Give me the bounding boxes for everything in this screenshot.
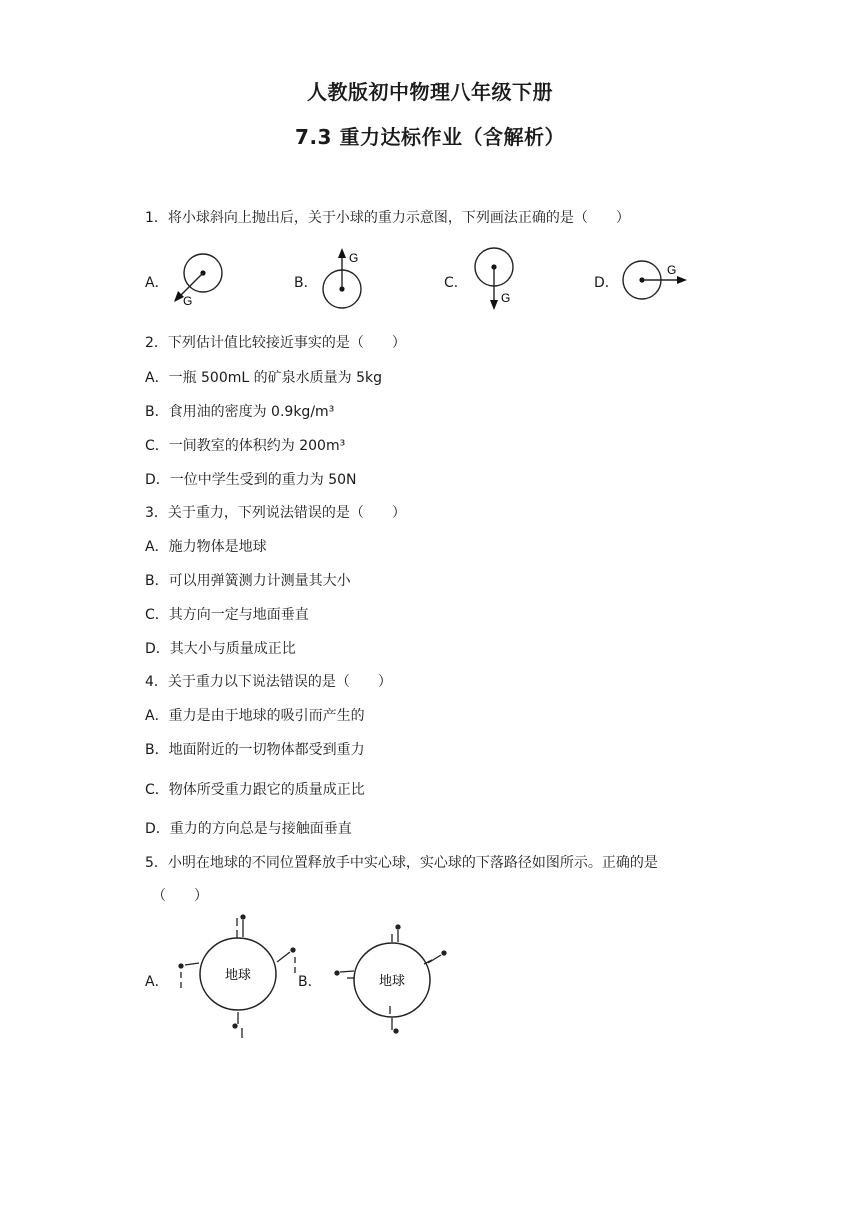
q2-option-d: D．一位中学生受到的重力为 50N	[145, 472, 357, 488]
q5-option-b-label: B．	[298, 974, 322, 990]
q4-option-b: B．地面附近的一切物体都受到重力	[145, 742, 365, 758]
q3-option-a: A．施力物体是地球	[145, 539, 267, 555]
question-3-stem: 3．关于重力，下列说法错误的是（ ）	[145, 505, 406, 521]
q1-c-arrow-label: G	[501, 291, 511, 305]
document-subtitle: 7.3 重力达标作业（含解析）	[295, 125, 565, 149]
q1-a-arrow-label: G	[183, 294, 193, 308]
question-1-stem: 1．将小球斜向上抛出后，关于小球的重力示意图，下列画法正确的是（ ）	[145, 210, 630, 226]
question-4-stem: 4．关于重力以下说法错误的是（ ）	[145, 674, 392, 690]
q2-option-a: A．一瓶 500mL 的矿泉水质量为 5kg	[145, 370, 382, 386]
q4-option-d: D．重力的方向总是与接触面垂直	[145, 821, 352, 837]
question-5-stem: 5．小明在地球的不同位置释放手中实心球，实心球的下落路径如图所示。正确的是	[145, 855, 658, 871]
q3-option-c: C．其方向一定与地面垂直	[145, 607, 309, 623]
q5-a-earth-label: 地球	[224, 967, 252, 982]
question-5-stem-continued: （ ）	[152, 888, 208, 904]
q1-b-arrow-label: G	[349, 251, 359, 265]
q3-option-d: D．其大小与质量成正比	[145, 641, 296, 657]
q4-option-a: A．重力是由于地球的吸引而产生的	[145, 708, 365, 724]
q5-option-a-label: A．	[145, 974, 169, 990]
document-title: 人教版初中物理八年级下册	[307, 80, 553, 104]
q4-option-c: C．物体所受重力跟它的质量成正比	[145, 782, 365, 798]
q1-d-arrow-label: G	[667, 263, 677, 277]
q1-option-a-label: A．	[145, 275, 169, 291]
q5-b-earth-label: 地球	[378, 973, 406, 988]
q1-option-b-label: B．	[294, 275, 318, 291]
q1-option-c-label: C．	[444, 275, 468, 291]
q2-option-b: B．食用油的密度为 0.9kg/m³	[145, 404, 335, 420]
q3-option-b: B．可以用弹簧测力计测量其大小	[145, 573, 351, 589]
question-2-stem: 2．下列估计值比较接近事实的是（ ）	[145, 335, 406, 351]
q2-option-c: C．一间教室的体积约为 200m³	[145, 438, 346, 454]
q1-option-d-label: D．	[594, 275, 619, 291]
